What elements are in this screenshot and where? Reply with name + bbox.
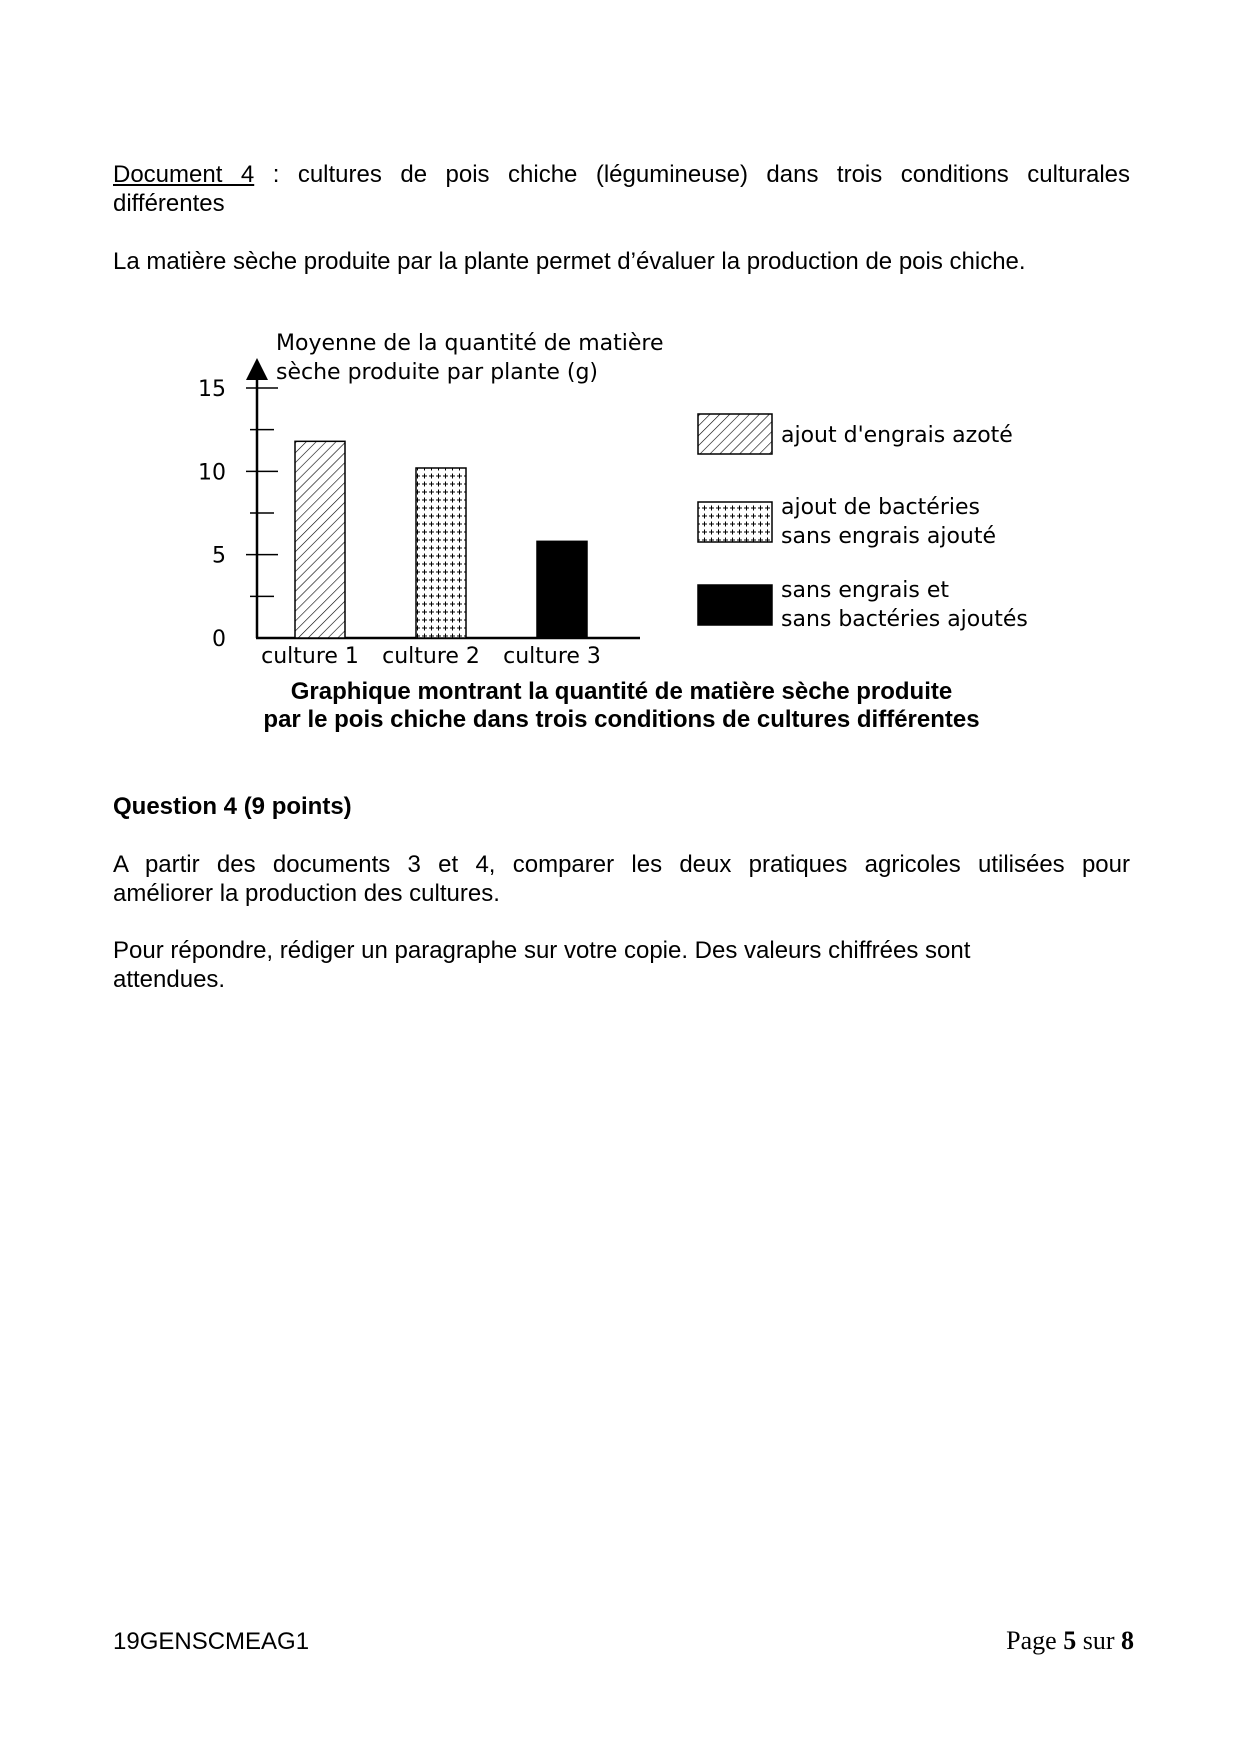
page-word: Page [1006, 1626, 1064, 1655]
document-title-text: : cultures de pois chiche (légumineuse) dans trois conditions culturales [254, 161, 1130, 188]
chart-caption-line1: Graphique montrant la quantité de matière sèche produite [290, 678, 953, 705]
chart-caption-line2: par le pois chiche dans trois conditions de cultures différentes [263, 706, 980, 733]
page-current: 5 [1063, 1626, 1077, 1655]
bar-2 [416, 468, 466, 638]
bar-chart [190, 320, 1050, 670]
legend-swatch-hatch [698, 414, 772, 454]
exam-code: 19GENSCMEAG1 [113, 1628, 310, 1655]
question-text-1-line2: améliorer la production des cultures. [113, 880, 500, 907]
legend-swatch-solid [698, 585, 772, 625]
y-tick-label: 5 [212, 543, 226, 569]
y-tick-label: 0 [212, 627, 226, 652]
x-tick-label: culture 3 [503, 644, 601, 669]
x-tick-label: culture 2 [382, 644, 480, 669]
question-text-2-line2: attendues. [113, 966, 226, 993]
legend-label-1: ajout d'engrais azoté [781, 423, 1013, 448]
bar-3 [537, 541, 587, 638]
legend-label-3-line2: sans bactéries ajoutés [781, 607, 1028, 632]
question-title: Question 4 (9 points) [113, 793, 352, 820]
document-label: Document 4 [113, 161, 255, 188]
legend-swatch-cross [698, 502, 772, 542]
legend-label-3-line1: sans engrais et [781, 578, 950, 603]
question-text-1: A partir des documents 3 et 4, comparer les deux pratiques agricoles utilisées pour [113, 851, 1130, 878]
x-tick-label: culture 1 [261, 644, 359, 669]
question-text-2: Pour répondre, rédiger un paragraphe sur votre copie. Des valeurs chiffrées sont [113, 937, 971, 964]
sur-word: sur [1076, 1626, 1121, 1655]
y-axis-label-line1: Moyenne de la quantité de matière [276, 331, 664, 356]
bar-1 [295, 441, 345, 638]
page-number [1006, 1626, 1134, 1656]
y-tick-label: 15 [198, 377, 226, 402]
legend-label-2-line2: sans engrais ajouté [781, 524, 997, 549]
document-title-line2: différentes [113, 190, 225, 217]
legend-label-2-line1: ajout de bactéries [781, 495, 980, 520]
page-total: 8 [1121, 1626, 1134, 1655]
y-axis-label-line2: sèche produite par plante (g) [276, 360, 598, 385]
document-title [113, 160, 1130, 189]
intro-paragraph: La matière sèche produite par la plante permet d’évaluer la production de pois chiche. [113, 248, 1026, 275]
y-tick-label: 10 [198, 460, 226, 486]
